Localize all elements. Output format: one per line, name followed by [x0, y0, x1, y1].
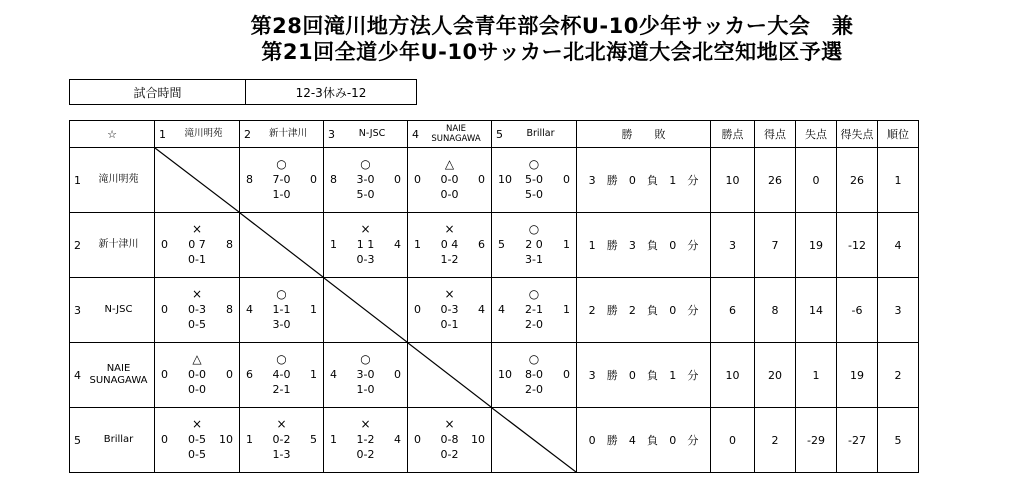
- record-cell: [577, 343, 711, 408]
- goal-diff: -12: [837, 213, 878, 278]
- points: 3: [711, 213, 755, 278]
- header-points: 勝点: [711, 121, 755, 148]
- goals-against-total: 1: [796, 343, 837, 408]
- goals-against-total: 0: [796, 148, 837, 213]
- result-symbol: ×: [444, 417, 455, 431]
- goals-against: 4: [394, 238, 401, 251]
- half-score-1: 3-0: [356, 368, 375, 381]
- half-score-1: 1-1: [272, 303, 291, 316]
- table-row: [70, 343, 919, 408]
- half-score-1: 5-0: [525, 173, 543, 186]
- goals-against: 0: [563, 173, 570, 186]
- draw-label: 分: [687, 369, 699, 382]
- half-score-1: 3-0: [356, 173, 375, 186]
- diagonal-line: [155, 148, 239, 212]
- match-time-label: 試合時間: [70, 80, 246, 104]
- draws: 1: [669, 368, 677, 382]
- result-cell: [408, 408, 492, 473]
- result-symbol: ×: [444, 222, 455, 236]
- win-label: 勝: [606, 304, 618, 317]
- header-goals-for: 得点: [755, 121, 796, 148]
- half-score-1: 1 1: [356, 238, 375, 251]
- goals-against: 4: [394, 433, 401, 446]
- diagonal-line: [408, 343, 491, 407]
- loss-label: 負: [647, 239, 659, 252]
- diagonal-cell: [155, 148, 240, 213]
- header-team-number: 1: [159, 127, 166, 141]
- header-team-number: 4: [412, 127, 419, 141]
- header-team-1: [155, 121, 240, 148]
- header-team-name: N-JSC: [358, 128, 386, 139]
- goals-for: 0: [161, 433, 168, 446]
- diagonal-cell: [492, 408, 577, 473]
- draw-label: 分: [687, 304, 699, 317]
- goals-for: 0: [414, 303, 421, 316]
- result-cell: [492, 343, 577, 408]
- goals-for: 1: [330, 238, 337, 251]
- goals-for: 6: [246, 368, 253, 381]
- half-score-1: 0-5: [188, 433, 206, 446]
- goals-for: 0: [414, 173, 421, 186]
- half-score-1: 0-3: [188, 303, 206, 316]
- goals-against: 1: [310, 303, 317, 316]
- match-time-box: [69, 79, 417, 105]
- header-row: [70, 121, 919, 148]
- goals-for-total: 2: [755, 408, 796, 473]
- draws: 1: [669, 173, 677, 187]
- result-cell: [324, 213, 408, 278]
- goals-against: 4: [478, 303, 485, 316]
- losses: 2: [628, 303, 636, 317]
- half-score-2: 0-3: [356, 253, 375, 266]
- result-cell: [240, 278, 324, 343]
- goals-for: 1: [246, 433, 253, 446]
- result-symbol: △: [192, 352, 202, 366]
- rank: 4: [878, 213, 919, 278]
- table-row: [70, 278, 919, 343]
- row-team-number: 2: [74, 238, 81, 252]
- table-row: [70, 148, 919, 213]
- header-team-name: NAIE SUNAGAWA: [431, 124, 481, 144]
- row-team-name: Brillar: [103, 434, 134, 445]
- points: 10: [711, 148, 755, 213]
- wins: 3: [588, 173, 596, 187]
- goals-for: 0: [161, 368, 168, 381]
- row-team-4: [70, 343, 155, 408]
- row-team-name: NAIE SUNAGAWA: [89, 363, 148, 386]
- half-score-2: 1-3: [272, 448, 291, 461]
- goals-against-total: 14: [796, 278, 837, 343]
- result-symbol: ○: [276, 157, 287, 171]
- half-score-1: 2 0: [525, 238, 543, 251]
- result-cell: [324, 148, 408, 213]
- result-symbol: ○: [276, 287, 287, 301]
- goals-for-total: 7: [755, 213, 796, 278]
- row-team-name: 滝川明苑: [98, 174, 139, 185]
- draw-label: 分: [687, 434, 699, 447]
- header-team-name: Brillar: [526, 128, 555, 139]
- rank: 3: [878, 278, 919, 343]
- result-symbol: ○: [528, 287, 540, 301]
- half-score-2: 0-2: [356, 448, 375, 461]
- header-record: 勝 敗: [577, 121, 711, 148]
- diagonal-line: [240, 213, 323, 277]
- half-score-2: 3-0: [272, 318, 291, 331]
- result-cell: [408, 148, 492, 213]
- points: 6: [711, 278, 755, 343]
- loss-label: 負: [647, 304, 659, 317]
- goals-against-total: 19: [796, 213, 837, 278]
- diagonal-cell: [408, 343, 492, 408]
- row-team-name: N-JSC: [104, 304, 133, 315]
- header-team-4: [408, 121, 492, 148]
- header-rank: 順位: [878, 121, 919, 148]
- goals-for: 4: [246, 303, 253, 316]
- draws: 0: [669, 303, 677, 317]
- half-score-2: 0-1: [188, 253, 206, 266]
- goals-for: 10: [498, 368, 512, 381]
- row-team-number: 5: [74, 433, 81, 447]
- rank: 2: [878, 343, 919, 408]
- half-score-2: 2-0: [525, 318, 543, 331]
- half-score-1: 4-0: [272, 368, 291, 381]
- draws: 0: [669, 433, 677, 447]
- goals-for: 8: [246, 173, 253, 186]
- losses: 0: [628, 368, 636, 382]
- wins: 2: [588, 303, 596, 317]
- result-symbol: ○: [360, 157, 371, 171]
- result-symbol: ×: [276, 417, 287, 431]
- goals-for: 4: [498, 303, 505, 316]
- half-score-1: 0 4: [440, 238, 459, 251]
- diagonal-line: [324, 278, 407, 342]
- half-score-2: 0-0: [440, 188, 459, 201]
- points: 0: [711, 408, 755, 473]
- league-table: [69, 120, 919, 473]
- result-cell: [155, 343, 240, 408]
- row-team-number: 4: [74, 368, 81, 382]
- wins: 0: [588, 433, 596, 447]
- row-team-name: 新十津川: [98, 239, 139, 250]
- result-cell: [240, 343, 324, 408]
- losses: 3: [628, 238, 636, 252]
- row-team-number: 1: [74, 173, 81, 187]
- win-label: 勝: [606, 369, 618, 382]
- half-score-2: 0-5: [188, 448, 206, 461]
- goals-for-total: 8: [755, 278, 796, 343]
- result-symbol: ×: [360, 417, 371, 431]
- half-score-1: 7-0: [272, 173, 291, 186]
- half-score-2: 1-0: [272, 188, 291, 201]
- goal-diff: 26: [837, 148, 878, 213]
- row-team-3: [70, 278, 155, 343]
- record-cell: [577, 408, 711, 473]
- half-score-2: 3-1: [525, 253, 543, 266]
- result-cell: [324, 343, 408, 408]
- result-cell: [155, 278, 240, 343]
- half-score-2: 2-0: [525, 383, 543, 396]
- header-team-name: 滝川明苑: [184, 128, 223, 139]
- half-score-2: 2-1: [272, 383, 291, 396]
- result-cell: [240, 148, 324, 213]
- result-cell: [155, 408, 240, 473]
- goals-against: 1: [563, 238, 570, 251]
- result-symbol: ×: [444, 287, 455, 301]
- goals-against: 5: [310, 433, 317, 446]
- goals-for: 10: [498, 173, 512, 186]
- result-cell: [408, 278, 492, 343]
- losses: 0: [628, 173, 636, 187]
- diagonal-line: [492, 408, 576, 472]
- match-time-value: 12-3休み-12: [295, 85, 367, 100]
- points: 10: [711, 343, 755, 408]
- goals-against: 0: [394, 173, 401, 186]
- goals-against: 1: [310, 368, 317, 381]
- goals-for: 8: [330, 173, 337, 186]
- goals-against: 0: [394, 368, 401, 381]
- header-team-3: [324, 121, 408, 148]
- half-score-1: 0-2: [272, 433, 291, 446]
- goals-against: 8: [226, 303, 233, 316]
- half-score-1: 0 7: [188, 238, 206, 251]
- goals-against: 8: [226, 238, 233, 251]
- half-score-2: 1-2: [440, 253, 459, 266]
- header-star: ☆: [70, 121, 155, 148]
- result-symbol: ○: [528, 157, 540, 171]
- goals-for: 4: [330, 368, 337, 381]
- record-cell: [577, 213, 711, 278]
- row-team-2: [70, 213, 155, 278]
- loss-label: 負: [647, 369, 659, 382]
- result-cell: [492, 148, 577, 213]
- half-score-2: 0-0: [188, 383, 206, 396]
- draw-label: 分: [687, 239, 699, 252]
- result-symbol: △: [444, 157, 455, 171]
- record-cell: [577, 278, 711, 343]
- win-label: 勝: [606, 174, 618, 187]
- title-line-1: 第28回滝川地方法人会青年部会杯U-10少年サッカー大会 兼: [250, 14, 854, 38]
- header-team-number: 3: [328, 127, 335, 141]
- wins: 1: [588, 238, 596, 252]
- result-cell: [492, 213, 577, 278]
- losses: 4: [628, 433, 636, 447]
- half-score-2: 0-5: [188, 318, 206, 331]
- loss-label: 負: [647, 434, 659, 447]
- win-label: 勝: [606, 239, 618, 252]
- result-symbol: ○: [360, 352, 371, 366]
- header-team-number: 2: [244, 127, 251, 141]
- result-cell: [324, 408, 408, 473]
- rank: 5: [878, 408, 919, 473]
- table-row: [70, 213, 919, 278]
- half-score-2: 5-0: [525, 188, 543, 201]
- half-score-1: 8-0: [525, 368, 543, 381]
- header-goal-diff: 得失点: [837, 121, 878, 148]
- goals-for-total: 20: [755, 343, 796, 408]
- result-cell: [240, 408, 324, 473]
- half-score-1: 1-2: [356, 433, 375, 446]
- goals-against-total: -29: [796, 408, 837, 473]
- half-score-2: 5-0: [356, 188, 375, 201]
- result-symbol: ○: [528, 222, 540, 236]
- result-symbol: ×: [191, 417, 203, 431]
- draws: 0: [669, 238, 677, 252]
- header-team-5: [492, 121, 577, 148]
- result-symbol: ×: [191, 287, 203, 301]
- goals-for: 5: [498, 238, 505, 251]
- goals-for: 1: [414, 238, 421, 251]
- result-symbol: ○: [528, 352, 540, 366]
- result-symbol: ×: [191, 222, 203, 236]
- half-score-2: 0-2: [440, 448, 459, 461]
- wins: 3: [588, 368, 596, 382]
- row-team-5: [70, 408, 155, 473]
- win-label: 勝: [606, 434, 618, 447]
- header-team-name: 新十津川: [268, 128, 307, 139]
- goals-against: 0: [563, 368, 570, 381]
- result-cell: [155, 213, 240, 278]
- record-cell: [577, 148, 711, 213]
- goals-against: 10: [219, 433, 233, 446]
- goals-against: 1: [563, 303, 570, 316]
- goals-against: 0: [226, 368, 233, 381]
- half-score-1: 2-1: [525, 303, 543, 316]
- title-line-2: 第21回全道少年U-10サッカー北北海道大会北空知地区予選: [261, 40, 843, 64]
- half-score-1: 0-3: [440, 303, 459, 316]
- goals-for: 0: [161, 238, 168, 251]
- goals-for: 1: [330, 433, 337, 446]
- header-team-2: [240, 121, 324, 148]
- header-goals-against: 失点: [796, 121, 837, 148]
- header-team-number: 5: [496, 127, 503, 141]
- goals-for-total: 26: [755, 148, 796, 213]
- table-row: [70, 408, 919, 473]
- half-score-2: 1-0: [356, 383, 375, 396]
- draw-label: 分: [687, 174, 699, 187]
- half-score-1: 0-0: [188, 368, 206, 381]
- result-symbol: ○: [276, 352, 287, 366]
- goal-diff: -6: [837, 278, 878, 343]
- goal-diff: 19: [837, 343, 878, 408]
- diagonal-cell: [240, 213, 324, 278]
- half-score-2: 0-1: [440, 318, 459, 331]
- result-cell: [492, 278, 577, 343]
- half-score-1: 0-0: [440, 173, 459, 186]
- diagonal-cell: [324, 278, 408, 343]
- result-symbol: ×: [360, 222, 371, 236]
- rank: 1: [878, 148, 919, 213]
- goals-against: 10: [471, 433, 485, 446]
- half-score-1: 0-8: [440, 433, 459, 446]
- row-team-1: [70, 148, 155, 213]
- result-cell: [408, 213, 492, 278]
- row-team-number: 3: [74, 303, 81, 317]
- goals-for: 0: [161, 303, 168, 316]
- goal-diff: -27: [837, 408, 878, 473]
- loss-label: 負: [647, 174, 659, 187]
- goals-against: 6: [478, 238, 485, 251]
- goals-for: 0: [414, 433, 421, 446]
- goals-against: 0: [310, 173, 317, 186]
- goals-against: 0: [478, 173, 485, 186]
